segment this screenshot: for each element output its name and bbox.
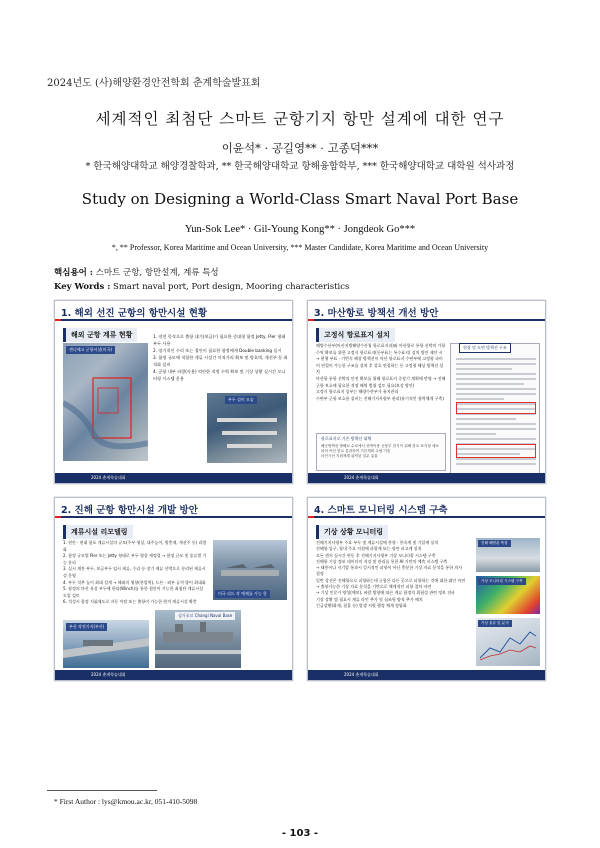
monitoring-label: 가상 모니터링 시스템 구축 [478, 578, 526, 585]
side-label: 현장 및 도면 방책선 구조 [459, 343, 511, 353]
slide-4-section: 기상 상황 모니터링 [316, 525, 388, 539]
slide-3-item: 마산항 통항 선박의 안전 확보를 위해 항로표지 중장기 계획에 반영 → 진해 군항 보호에 필요한 적정 해역 범위 검토 필요(보상 방안) [316, 375, 446, 388]
slide-1-item: 4. 군항 내부 파랑(사용) 억안한 적정 수역 확보 및 기상 상황 실시간 모니터링 시스템 운용 [153, 369, 286, 381]
slide-4-item: 기상 상황 별 필요시 계류 라인 추가 및 심조원 양직 추가 배치 [316, 596, 423, 602]
slide-1-title: 1. 해외 선진 군항의 항만시설 현황 [55, 301, 292, 321]
replacement-box-title: 항로표지로 기존 방책선 대체 [321, 436, 372, 441]
slide-2-item: 3. 실시 계잔 부두, 보급부두 임시 제류, 수리 등 장기 제류 선박으로 분리된 제류시설 운영 [63, 566, 206, 578]
slide-1 [54, 300, 293, 484]
map-label: 샌디에고 군항시설(미국) [66, 346, 115, 354]
busan-base-photo [63, 620, 149, 668]
title-korean: 세계적인 최첨단 스마트 군항기지 항만 설계에 대한 연구 [95, 110, 505, 128]
photo-label: 부두 설비 모습 [225, 396, 257, 404]
slide-4-item: → 출항가능한 기상 자료 분석을 기반으로 체계적인 피항 절차 마련 [316, 584, 432, 590]
page-number: - 103 - [281, 828, 319, 839]
slide-1-list [153, 333, 289, 382]
slide-4-item: 진해기지사령부 주요 부두 및 계류시설에 풍향 · 풍속계 및 기압계 설치 [316, 540, 439, 545]
slide-2-item: 5. 함정의 마산 육상 부두에 편리(Winch)를 통한 접안이 가능한 최첨단 계류시설 도입 검토 [63, 586, 204, 598]
analysis-label: 가상 물류 및 분석 [478, 620, 512, 627]
slide-2-footer [55, 670, 292, 680]
slide-2-title: 2. 진해 군항 항만시설 개발 방안 [55, 498, 292, 518]
slide-2 [54, 497, 293, 681]
slide-3-footer [308, 473, 545, 483]
conference-name: 2024년도 (사)해양환경안전학회 춘계학술발표회 [47, 78, 261, 89]
analysis-chart [476, 618, 540, 666]
slide-3-item: 해양수산부(마산지방해양수산청 항로표지과)와 마산항로 통항 선박의 가항수역 확보를 위한 고정식 항로표지(등부표는 특수표지) 실치 방안 제안 시 → 현행 부표 · 기번식 해상 방책선이 마산 항로표지 수면부에 고정형 파이어 연결이 가능한 구조를 설치 후 상호 연결하는 등 고정형 해상 방책선 설치 [316, 343, 446, 375]
authors-english: Yun-Sok Lee* · Gil-Young Kong** · Jongdeok Go*** [184, 224, 416, 235]
keywords-ko-value: 스마트 군항, 항만설계, 계류 특성 [95, 268, 219, 278]
affiliation-english: *, ** Professor, Korea Maritime and Ocean University, *** Master Candidate, Korea Maritime and Ocean University [111, 243, 489, 252]
slide-3 [307, 300, 546, 484]
replacement-box [316, 433, 446, 471]
slide-2-item: 4. 부두 석추 높이 최대 설계 → 해외의 영향(풍압력), 드론 · 외부 공격 방어 최대화 [63, 579, 206, 585]
slide-4-item: 진해항 입구, 항내 주요 지점에 파랑계 또는 항만 파고계 설치 [316, 546, 422, 552]
affiliation-korean: * 한국해양대학교 해양경찰학과, ** 한국해양대학교 항해융합학부, *** 한국해양대학교 대학원 석사과정 [85, 161, 515, 172]
rendering-label: 미국 리드 작 예제를 가능 한 [215, 590, 270, 598]
slide-3-section: 고정식 항로표지 설치 [316, 328, 395, 342]
slide-4-item: 일반 상선은 진해항으로 피항하는데 군함은 다른 곳으로 피항하는 것에 대한 대안 마련 [316, 577, 466, 583]
observation-label: 진해 해양관 측정 [478, 540, 511, 547]
slide-3-list [316, 343, 446, 402]
observation-photo [476, 538, 540, 572]
slide-1-section: 해외 군항 계류 현황 [63, 328, 137, 342]
slide-1-item: 3. 함정 규모에 적합한 계류 시설간 이격거리 확보 및 방호벽, 계선주 등 최적화 설비 [153, 355, 288, 367]
keywords-en-label: Key Words : [54, 282, 111, 292]
slide-3-footer-text: 2024 춘계학술대회 [344, 475, 379, 480]
slide-2-item: 1. 현안 · 현대 함포 계류시설의 규모(주부 형상, 대주높이, 방충재, 계선주 등) 리방화 [63, 540, 207, 552]
map-overlay [63, 343, 148, 461]
changi-photo [155, 610, 241, 668]
slide-2-footer-text: 2024 춘계학술대회 [91, 672, 126, 677]
slide-4-footer [308, 670, 545, 680]
slide-3-item: 고정식 항로표지 설부는 해양수산부가 유지관리 [316, 389, 399, 395]
keywords [54, 266, 349, 294]
monitoring-map [476, 576, 540, 614]
slide-2-section: 계류시설 리모델링 [63, 525, 133, 539]
slide-1-footer-text: 2024 춘계학술대회 [91, 475, 126, 480]
highlight-box [456, 402, 536, 414]
footnote-rule [47, 790, 157, 791]
authors-korean: 이윤석* · 공길영** · 고종덕*** [221, 141, 379, 155]
slide-4-footer-text: 2024 춘계학술대회 [344, 672, 379, 677]
footnote: * First Author : lys@kmou.ac.kr, 051-410-5098 [54, 797, 198, 806]
pier-photo [207, 393, 287, 463]
changi-label: 싱가포르 Changi Naval Base [175, 612, 235, 620]
slide-4-item: → 기상 인문가 양성(예보), 바람 방향에 따른 계류 함정의 위험성 관련 정보 전파 [316, 590, 455, 596]
slide-2-list [63, 540, 208, 606]
slide-4-title: 4. 스마트 모니터링 시스템 구축 [308, 498, 545, 518]
slide-4 [307, 497, 546, 681]
keywords-ko-label: 핵심용어 : [54, 268, 93, 278]
highlight-box [456, 444, 536, 458]
slide-4-list [316, 540, 466, 609]
title-english: Study on Designing a World-Class Smart Naval Port Base [81, 190, 519, 208]
slide-3-item: 수면부 군항 보호용 설비는 진해기지사령부 관리(유기적인 협력체계 구축) [316, 395, 444, 401]
busan-label: 부산 작전기지(부산) [66, 623, 107, 631]
keywords-en-value: Smart naval port, Port design, Mooring characteristics [113, 282, 350, 292]
document-excerpt [450, 343, 540, 475]
rendering-photo [213, 540, 287, 600]
slide-4-item: 긴급상황(화재, 침몰 등) 발생 지원 행정 체계 정립화 [316, 602, 407, 608]
slide-2-item: 6. 석성시 함정 지휘제도로 자동 이탈 또는 출항이 가능한 원격 계류시설 확충 [63, 599, 197, 605]
slide-4-item: 진해항 기상 정보 데이터의 저장 및 관리를 통한 AI 기반의 예측 시스템 구축 [316, 558, 448, 564]
slide-2-item: 2. 함정 규모별 Pier 또는 Jetty 형태로 부두 형상 재정렬 → 함정 규모 및 종류별 기능 분리 [63, 553, 207, 565]
slide-1-item: 1. 작전 목적으로 출항 대기(보급)가 필요한 중대형 함정 Jetty, Pier 형태 부두 사용 [153, 334, 286, 346]
box-item: 해군방책선 방해로 수로에서 선박이용 공용부 잠식이 위해 항로 표지형 예보되어 어선 항로 통과하여 기본계획 수립 기술 [321, 444, 439, 453]
slide-4-item: → 태풍이나 저기압 통과시 일시적인 피항이 아닌 충분한 기상 자료 분석을 통한 의사 결정 [316, 565, 463, 577]
slide-1-item: 2. 장기적인 수리 또는 접안이 필요한 함정에게 Double banking 실시 [153, 348, 282, 353]
slide-1-footer [55, 473, 292, 483]
box-item: 마산시선 지원체계 위탁된 업무 효율 [321, 454, 378, 458]
slide-3-title: 3. 마산항로 방책선 개선 방안 [308, 301, 545, 321]
san-diego-map [63, 343, 148, 461]
slide-4-item: 모든 센서 실시간 연동 후 진해기지사령부 기상 모니터링 시스템 구축 [316, 552, 436, 558]
